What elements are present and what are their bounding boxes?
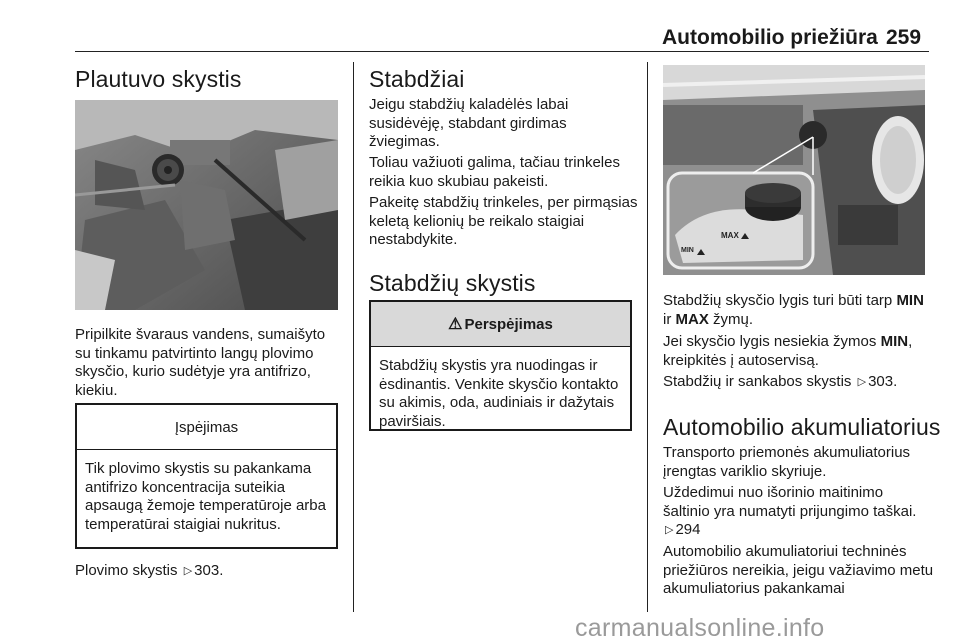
column-divider-1	[353, 62, 354, 612]
brake-fluid-level-paragraph	[663, 292, 933, 329]
brake-clutch-fluid-reference	[663, 373, 933, 392]
notice-box	[75, 403, 338, 549]
battery-paragraph-2	[663, 484, 933, 540]
washer-reservoir-photo	[75, 100, 338, 310]
brakes-paragraph-2: Toliau važiuoti galima, tačiau trinkeles reikia kuo skubiau pakeisti.	[369, 154, 620, 190]
page-reference-arrow-icon: ▷	[857, 376, 867, 388]
min-mark-label: MIN	[681, 247, 694, 254]
level-text-b: žymų.	[713, 310, 754, 328]
min-label-inline-2: MIN	[880, 333, 909, 350]
reference-page-3: 294	[675, 521, 701, 538]
battery-paragraph-1: Transporto priemonės akumuliatorius įrengtas variklio skyriuje.	[663, 444, 911, 480]
running-header-title: Automobilio priežiūra	[662, 26, 878, 49]
section-heading-brake-fluid: Stabdžių skystis	[369, 270, 536, 296]
level-text-ir: ir	[663, 310, 672, 328]
column-divider-2	[647, 62, 648, 612]
warning-box	[369, 300, 632, 431]
jump-start-text: Uždedimui nuo išorinio maitinimo šaltinio yra numatyti prijungimo taškai.	[663, 484, 917, 520]
service-text-a: Jei skysčio lygis nesiekia žymos	[663, 333, 877, 350]
section-heading-brakes: Stabdžiai	[369, 66, 465, 92]
engine-bay-illustration	[75, 100, 338, 310]
notice-body: Tik plovimo skystis su pakankama antifrizo koncentracija suteikia apsaugą žemoje temperatūroje arba temperatūrai staigiai nukritus.	[85, 460, 326, 533]
section-heading-battery: Automobilio akumuliatorius	[663, 414, 941, 440]
warning-title: Perspėjimas	[464, 315, 553, 333]
max-mark-label: MAX	[721, 231, 739, 240]
reference-text: Plovimo skystis	[75, 562, 178, 579]
washer-fluid-paragraph: Pripilkite švaraus vandens, sumaišyto su tinkamu patvirtinto langų plovimo skysčio, kurio sudėtyje yra antifrizo, kiekiu.	[75, 326, 326, 399]
warning-body: Stabdžių skystis yra nuodingas ir ėsdinantis. Venkite skysčio kontakto su akimis, oda, audiniais ir dažytais paviršiais.	[379, 357, 619, 430]
brakes-paragraph-3: Pakeitę stabdžių trinkeles, per pirmąsias keletą kelionių be reikalo staigiai nestabdykite.	[369, 194, 638, 248]
service-text-b: , kreipkitės į autoservisą.	[663, 333, 913, 369]
max-label-inline: MAX	[675, 310, 709, 328]
reference-page-2: 303.	[868, 373, 898, 390]
watermark: carmanualsonline.info	[575, 614, 825, 642]
reference-text-2: Stabdžių ir sankabos skystis	[663, 373, 852, 390]
level-text-a: Stabdžių skysčio lygis turi būti tarp	[663, 292, 893, 309]
washer-fluid-reference	[75, 562, 223, 581]
notice-title: Įspėjimas	[77, 405, 336, 450]
warning-triangle-icon: ⚠	[448, 316, 463, 333]
reference-page: 303.	[194, 562, 224, 579]
section-heading-washer-fluid: Plautuvo skystis	[75, 66, 242, 92]
min-label-inline: MIN	[896, 292, 924, 309]
battery-paragraph-3: Automobilio akumuliatoriui techninės priežiūros nereikia, jeigu važiavimo metu akumuliatorius pakankamai	[663, 543, 934, 597]
page-reference-arrow-icon: ▷	[183, 565, 193, 577]
brake-fluid-service-paragraph	[663, 333, 933, 370]
warning-header	[371, 302, 630, 347]
page-number: 259	[886, 26, 922, 49]
brakes-paragraph-1: Jeigu stabdžių kaladėlės labai susidėvėję, stabdant girdimas žviegimas.	[369, 96, 569, 150]
header-rule	[75, 51, 929, 52]
page-reference-arrow-icon: ▷	[665, 524, 674, 536]
brake-reservoir-illustration	[663, 65, 925, 275]
brake-fluid-reservoir-photo	[663, 65, 925, 275]
